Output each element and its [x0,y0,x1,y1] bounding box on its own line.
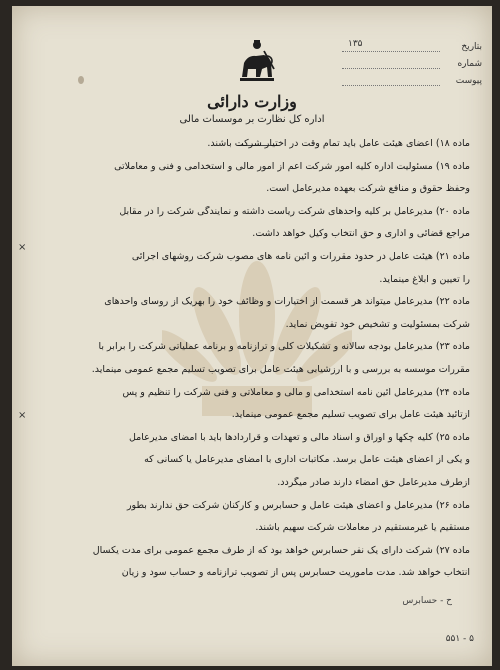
date-value: ۱۳۵ [348,39,363,49]
lion-and-sun-emblem [234,39,280,85]
date-line [342,41,440,52]
document-body [30,138,470,590]
date-row [342,38,482,55]
paragraph-line: ماده ۲۳) مدیرعامل بودجه سالانه و تشکیلات کلی و ترازنامه و برنامه عملیاتی شرکت را برابر با [98,341,470,353]
paragraph-line: مقررات موسسه به بررسی و با ارزشیابی هیئت عامل برای تصویب تسلیم مجمع عمومی مینماید. [91,363,470,375]
paragraph-line: ماده ۲۷) شرکت دارای یک نفر حسابرس خواهد بود که از طرف مجمع عمومی برای مدت یکسال [92,544,470,556]
paragraph-line: ماده ۲۰) مدیرعامل بر کلیه واحدهای شرکت ریاست داشته و نمایندگی شرکت را در مقابل [119,205,470,217]
paragraph-line: انتخاب خواهد شد. مدت ماموریت حسابرس پس از تصویب ترازنامه و حساب سود و زیان [121,567,470,579]
paragraph-line: ماده ۱۹) مسئولیت اداره کلیه امور شرکت اعم از امور مالی و استخدامی و فنی و معاملاتی [114,160,470,172]
paragraph-line: ماده ۲۲) مدیرعامل میتواند هر قسمت از اختیارات و وظائف خود را بهریک از روسای واحدهای [104,296,470,308]
ministry-title: وزارت دارائی [207,92,297,111]
paragraph-line: مراجع قضائی و اداری و حق انتخاب وکیل خواهد داشت. [252,228,470,240]
paragraph-line: ازطرف مدیرعامل حق امضاء دارند صادر میگردد. [277,476,470,488]
paragraph-line: را تعیین و ابلاغ مینماید. [379,273,470,285]
ink-stain [78,76,84,84]
paragraph-line: وحفظ حقوق و منافع شرکت بعهده مدیرعامل است. [266,183,470,195]
paragraph-line: ماده ۲۴) مدیرعامل آئین نامه استخدامی و مالی و معاملاتی و فنی شرکت را تنظیم و پس [122,386,470,398]
paragraph-line: مستقیم یا غیرمستقیم در معاملات شرکت سهیم باشند. [255,522,470,534]
number-row [342,55,482,72]
header-fields [342,38,482,89]
paragraph-line: ماده ۲۶) مدیرعامل و اعضای هیئت عامل و حسابرس و کارکنان شرکت حق ندارند بطور [126,499,470,511]
paragraph-line: ازتائید هیئت عامل برای تصویب تسلیم مجمع عمومی مینماید. [231,409,470,421]
paragraph-line: ماده ۲۵) کلیه چکها و اوراق و اسناد مالی و تعهدات و قراردادها باید با امضای مدیرعامل [128,431,470,443]
paragraph-line: و یکی از اعضای هیئت عامل برسد. مکاتبات اداری با امضای مدیرعامل یا کسانی که [144,454,470,466]
number-line [342,58,440,69]
attachment-label: پیوست [455,75,482,86]
paragraph-line: شرکت بمسئولیت و تشخیص خود تفویض نماید. [285,318,470,330]
department-title: اداره کل نظارت بر موسسات مالی [179,114,325,125]
attachment-row [342,72,482,89]
paragraph-line: ماده ۱۸) اعضای هیئت عامل باید تمام وقت در اختیار شرکت باشند. [207,138,470,149]
attachment-line [342,75,440,86]
paragraph-line: ماده ۲۱) هیئت عامل در حدود مقررات و آئین نامه های مصوب شرکت روشهای اجرائی [131,250,470,262]
document-page [12,6,492,666]
margin-x-mark: × [18,242,27,253]
footer-code: ۵۵۱ - ۵ [445,634,474,644]
margin-x-mark: × [18,410,27,421]
handwritten-note: ح - حسابرس [402,596,452,606]
number-label: شماره [457,58,482,69]
date-label: بتاریخ [461,41,482,52]
